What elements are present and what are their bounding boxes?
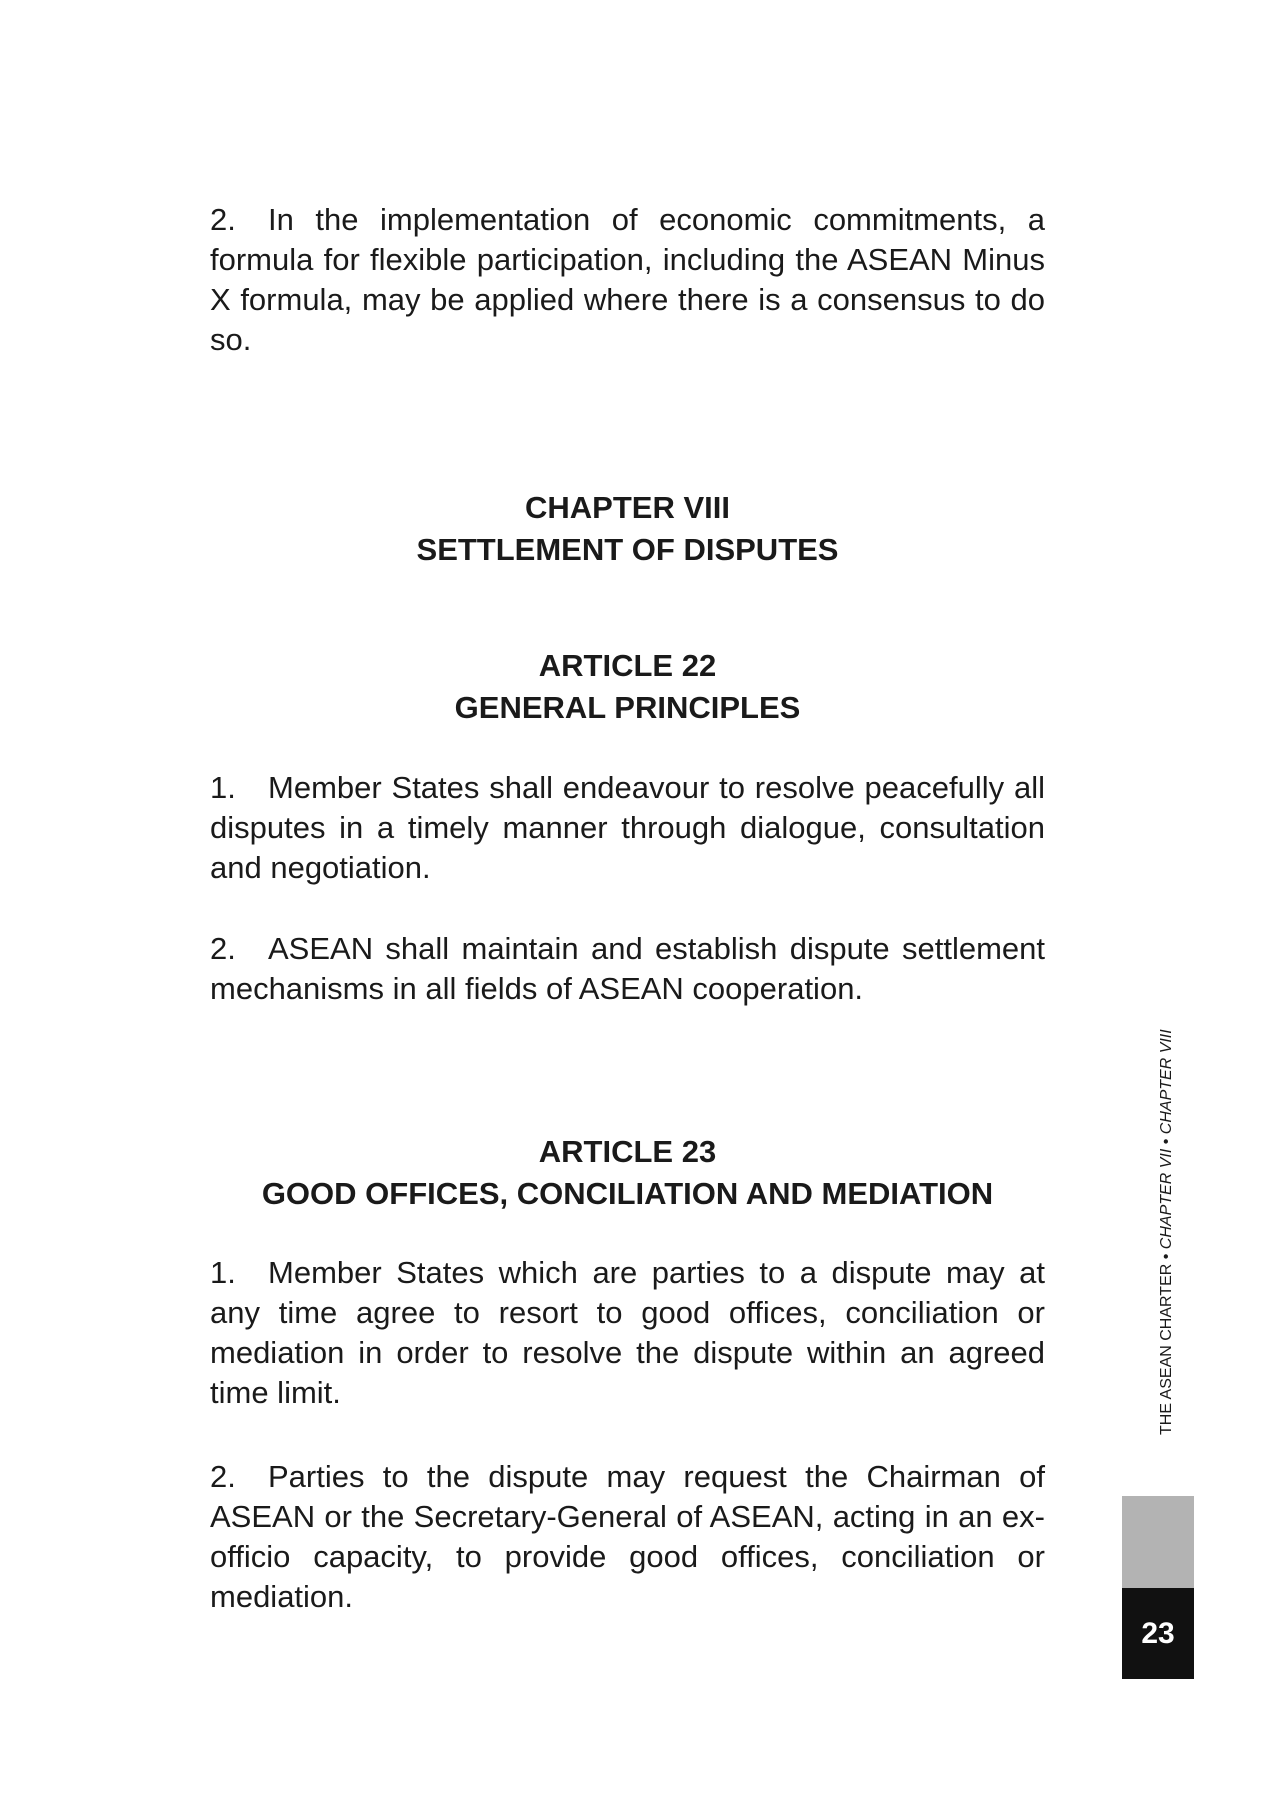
article-23-paragraph-1 [210, 1253, 1045, 1413]
article-22-paragraph-2 [210, 929, 1045, 1009]
chapter-title: SETTLEMENT OF DISPUTES [416, 532, 839, 567]
paragraph-text: Member States which are parties to a dispute may at any time agree to resort to good offices, conciliation or mediation in order to resolve the dispute within an agreed time limit. [210, 1255, 1045, 1410]
paragraph-economic-commitments [210, 200, 1045, 360]
running-header-vertical [1157, 1029, 1177, 1435]
page-number: 23 [1141, 1616, 1175, 1650]
paragraph-text: In the implementation of economic commitments, a formula for flexible participation, including the ASEAN Minus X formula, may be applied where there is a consensus to do so. [210, 202, 1045, 357]
paragraph-text: ASEAN shall maintain and establish dispute settlement mechanisms in all fields of ASEAN cooperation. [210, 931, 1045, 1006]
running-header-separator: • [1158, 1138, 1175, 1145]
paragraph-number: 2. [210, 202, 236, 237]
article-23-paragraph-2 [210, 1457, 1045, 1617]
paragraph-number: 2. [210, 1459, 236, 1494]
article-23-label: ARTICLE 23 [538, 1134, 717, 1169]
running-header-chapter-b: CHAPTER VIII [1158, 1029, 1175, 1135]
paragraph-text: Parties to the dispute may request the Chairman of ASEAN or the Secretary-General of ASEAN, acting in an ex-officio capacity, to provide good offices, conciliation or mediation. [210, 1459, 1045, 1614]
paragraph-number: 1. [210, 1255, 236, 1290]
chapter-label: CHAPTER VIII [525, 490, 730, 525]
article-22-paragraph-1 [210, 768, 1045, 888]
running-header-title: THE ASEAN CHARTER [1158, 1263, 1175, 1435]
page-number-tab [1122, 1588, 1194, 1679]
running-header-separator: • [1158, 1253, 1175, 1260]
article-22-heading [210, 645, 1045, 729]
article-23-heading [210, 1131, 1045, 1215]
running-header-chapter-a: CHAPTER VII [1158, 1148, 1175, 1250]
article-22-label: ARTICLE 22 [538, 648, 717, 683]
article-23-title: GOOD OFFICES, CONCILIATION AND MEDIATION [261, 1176, 994, 1211]
paragraph-text: Member States shall endeavour to resolve peacefully all disputes in a timely manner through dialogue, consultation and negotiation. [210, 770, 1045, 885]
paragraph-number: 1. [210, 770, 236, 805]
article-22-title: GENERAL PRINCIPLES [454, 690, 801, 725]
chapter-heading [210, 487, 1045, 571]
paragraph-number: 2. [210, 931, 236, 966]
thumb-tab-gray [1122, 1496, 1194, 1588]
